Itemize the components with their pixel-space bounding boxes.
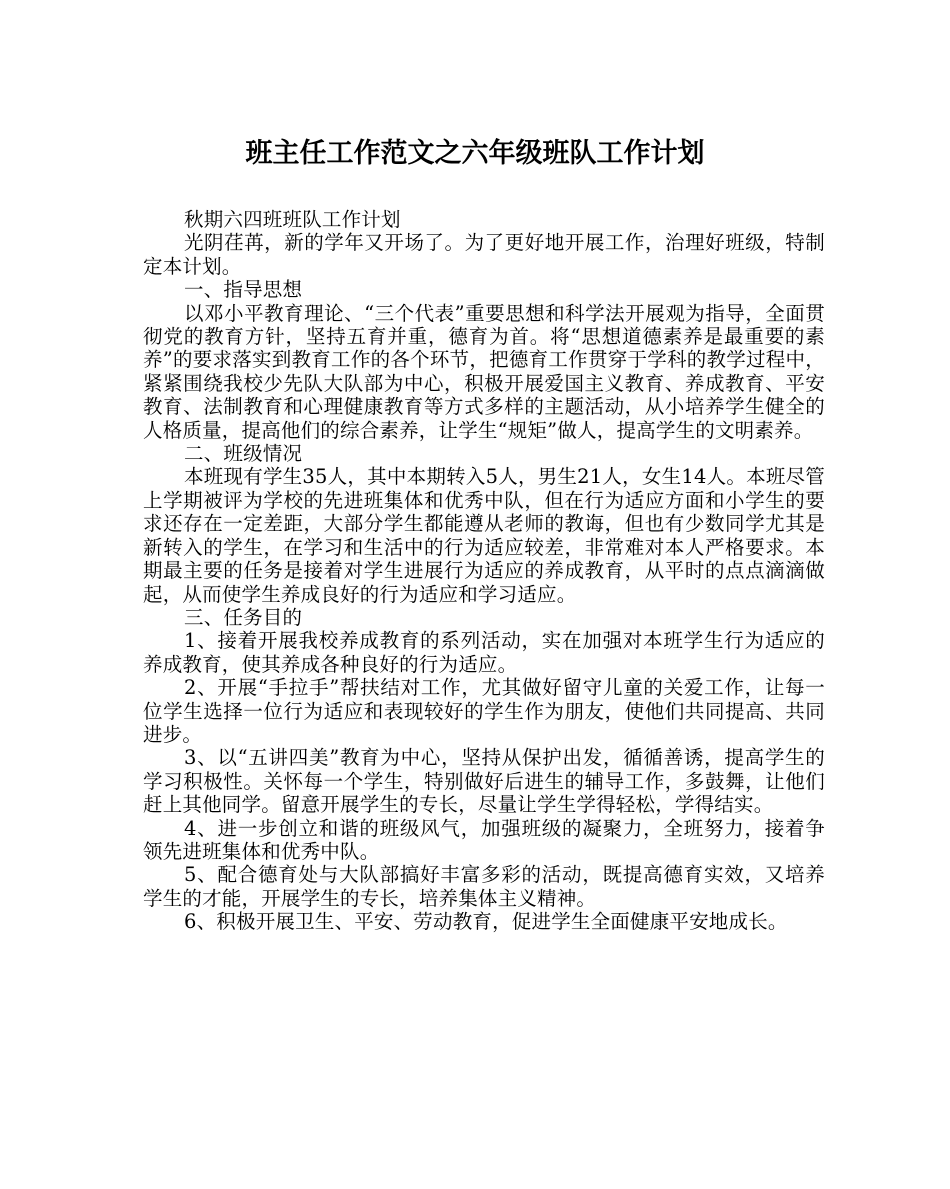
paragraph-intro: 光阴荏苒，新的学年又开场了。为了更好地开展工作，治理好班级，特制定本计划。 — [143, 231, 825, 278]
document-title: 班主任工作范文之六年级班队工作计划 — [245, 138, 705, 169]
task-item-5: 5、配合德育处与大队部搞好丰富多彩的活动，既提高德育实效，又培养学生的才能，开展学生的专长，培养集体主义精神。 — [143, 863, 825, 910]
task-item-1: 1、接着开展我校养成教育的系列活动，实在加强对本班学生行为适应的养成教育，使其养成各种良好的行为适应。 — [143, 629, 825, 676]
section-heading-task-goals: 三、任务目的 — [184, 605, 303, 629]
task-item-2: 2、开展“手拉手”帮扶结对工作，尤其做好留守儿童的关爱工作，让每一位学生选择一位行为适应和表现较好的学生作为朋友，使他们共同提高、共同进步。 — [143, 676, 825, 746]
task-item-3: 3、以“五讲四美”教育为中心，坚持从保护出发，循循善诱，提高学生的学习积极性。关怀每一个学生，特别做好后进生的辅导工作，多鼓舞，让他们赶上其他同学。留意开展学生的专长，尽量让学生学得轻松，学得结实。 — [143, 746, 825, 817]
document-body — [143, 208, 825, 934]
section-heading-guiding-ideology: 一、指导思想 — [184, 278, 303, 302]
paragraph-class-situation: 本班现有学生35人，其中本期转入5人，男生21人，女生14人。本班尽管上学期被评为学校的先进班集体和优秀中队，但在行为适应方面和小学生的要求还存在一定差距，大部分学生都能遵从老师的教诲，但也有少数同学尤其是新转入的学生，在学习和生活中的行为适应较差，非常难对本人严格要求。本期最主要的任务是接着对学生进展行为适应的养成教育，从平时的点点滴滴做起，从而使学生养成良好的行为适应和学习适应。 — [143, 465, 825, 606]
section-heading-class-situation: 二、班级情况 — [184, 442, 303, 466]
paragraph-guiding-ideology: 以邓小平教育理论、“三个代表”重要思想和科学法开展观为指导，全面贯彻党的教育方针，坚持五育并重，德育为首。将“思想道德素养是最重要的素养”的要求落实到教育工作的各个环节，把德育工作贯穿于学科的教学过程中，紧紧围绕我校少先队大队部为中心，积极开展爱国主义教育、养成教育、平安教育、法制教育和心理健康教育等方式多样的主题活动，从小培养学生健全的人格质量，提高他们的综合素养，让学生“规矩”做人，提高学生的文明素养。 — [143, 301, 825, 442]
task-item-6: 6、积极开展卫生、平安、劳动教育，促进学生全面健康平安地成长。 — [184, 910, 788, 934]
task-item-4: 4、进一步创立和谐的班级风气，加强班级的凝聚力，全班努力，接着争领先进班集体和优秀中队。 — [143, 816, 825, 863]
paragraph-plan-heading: 秋期六四班班队工作计划 — [184, 208, 401, 231]
